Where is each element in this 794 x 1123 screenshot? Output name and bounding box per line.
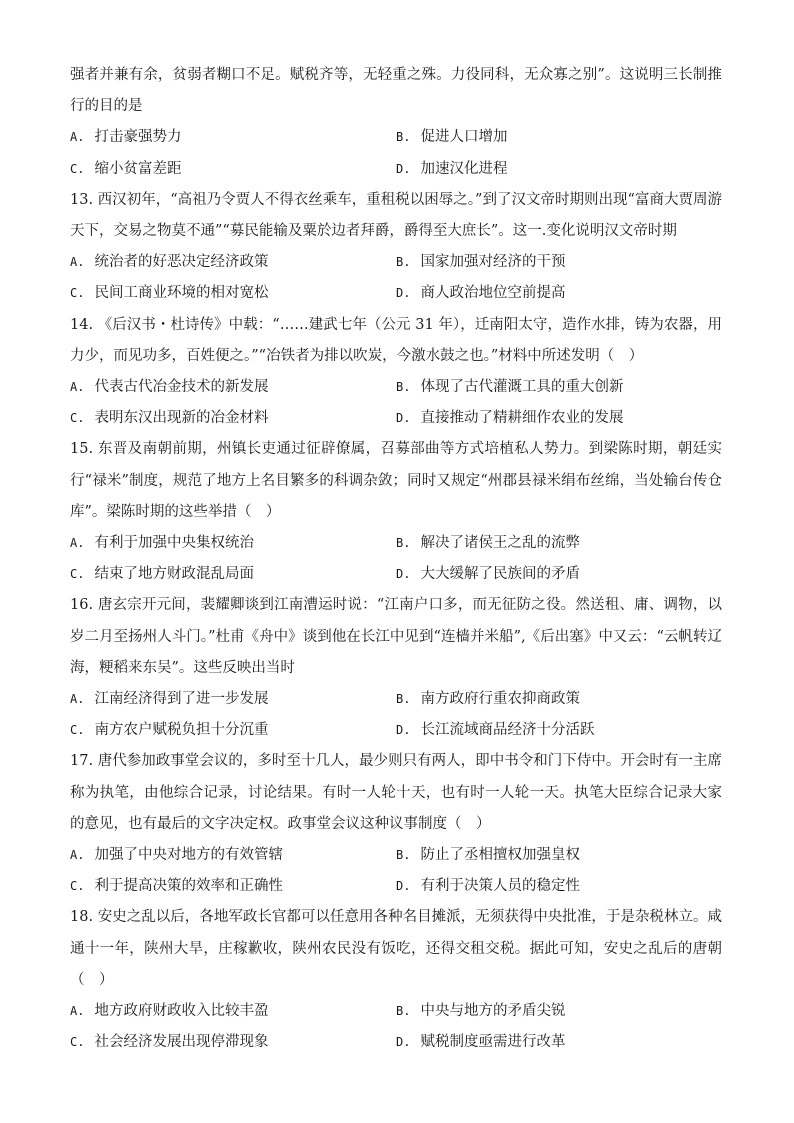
option-c: [70, 715, 396, 746]
option-letter: A.: [70, 692, 85, 707]
question-16: [70, 590, 722, 746]
question-16-stem: 16. 唐玄宗开元间，裴耀卿谈到江南漕运时说：“江南户口多，而无征防之役。然送租、庸、调物，以岁二月至扬州人斗门。”杜甫《舟中》谈到他在长江中见到“连樯并米船”,《后出塞》中又云：“云帆转辽海，粳稻来东吴”。这些反映出当时: [70, 597, 722, 676]
option-letter: C.: [70, 1035, 85, 1050]
option-text: 体现了古代灌溉工具的重大创新: [420, 379, 624, 396]
option-text: 缩小贫富差距: [94, 160, 182, 177]
option-text: 打击豪强势力: [94, 129, 182, 146]
option-text: 统治者的好恶决定经济政策: [94, 254, 269, 271]
option-letter: B.: [396, 130, 411, 145]
option-text: 商人政治地位空前提高: [420, 285, 566, 302]
option-letter: D.: [396, 411, 411, 426]
option-c: [70, 559, 396, 590]
question-18-options: [70, 996, 722, 1058]
question-13: [70, 185, 722, 310]
option-d: [396, 559, 722, 590]
option-text: 直接推动了精耕细作农业的发展: [420, 410, 624, 427]
option-a: [70, 372, 396, 403]
option-text: 长江流域商品经济十分活跃: [420, 722, 595, 739]
option-c: [70, 154, 396, 185]
question-13-stem: 13. 西汉初年，“高祖乃令贾人不得衣丝乘车，重租税以困辱之。”到了汉文帝时期则出现“富商大贾周游天下，交易之物莫不通”“募民能输及粟於边者拜爵，爵得至大庶长”。这一.变化说明汉文帝时期: [70, 191, 722, 240]
option-text: 南方政府行重农抑商政策: [420, 691, 580, 708]
option-b: [396, 122, 722, 153]
option-letter: B.: [396, 848, 411, 863]
option-text: 代表古代冶金技术的新发展: [94, 379, 269, 396]
option-d: [396, 403, 722, 434]
option-letter: D.: [396, 1035, 411, 1050]
question-17: [70, 746, 722, 902]
option-letter: B.: [396, 380, 411, 395]
option-letter: A.: [70, 848, 85, 863]
option-text: 有利于加强中央集权统治: [94, 535, 254, 552]
option-a: [70, 122, 396, 153]
option-text: 地方政府财政收入比较丰盈: [94, 1003, 269, 1020]
question-12-options: [70, 122, 722, 184]
option-text: 中央与地方的矛盾尖锐: [420, 1003, 566, 1020]
option-letter: D.: [396, 879, 411, 894]
option-text: 结束了地方财政混乱局面: [94, 566, 254, 583]
option-text: 南方农户赋税负担十分沉重: [94, 722, 269, 739]
option-letter: A.: [70, 380, 85, 395]
option-text: 表明东汉出现新的冶金材料: [94, 410, 269, 427]
option-a: [70, 247, 396, 278]
option-letter: B.: [396, 1004, 411, 1019]
option-letter: B.: [396, 536, 411, 551]
option-letter: C.: [70, 411, 85, 426]
question-16-options: [70, 684, 722, 746]
option-letter: B.: [396, 255, 411, 270]
option-text: 促进人口增加: [420, 129, 508, 146]
option-a: [70, 840, 396, 871]
question-17-options: [70, 840, 722, 902]
question-18-stem: 18. 安史之乱以后，各地军政长官都可以任意用各种名目摊派，无须获得中央批准，于是杂税林立。咸通十一年，陕州大旱，庄稼歉收，陕州农民没有饭吃，还得交租交税。据此可知，安史之乱后的唐朝（ ）: [70, 909, 722, 988]
exam-page: [70, 60, 722, 1059]
question-15-options: [70, 528, 722, 590]
option-a: [70, 684, 396, 715]
question-13-options: [70, 247, 722, 309]
option-text: 利于提高决策的效率和正确性: [94, 878, 283, 895]
option-a: [70, 996, 396, 1027]
option-letter: A.: [70, 1004, 85, 1019]
option-text: 赋税制度亟需进行改革: [420, 1034, 566, 1051]
option-d: [396, 154, 722, 185]
option-b: [396, 684, 722, 715]
option-d: [396, 715, 722, 746]
option-text: 加强了中央对地方的有效管辖: [94, 847, 283, 864]
option-letter: A.: [70, 255, 85, 270]
option-text: 加速汉化进程: [420, 160, 508, 177]
question-12: [70, 60, 722, 185]
option-d: [396, 278, 722, 309]
option-text: 解决了诸侯王之乱的流弊: [420, 535, 580, 552]
option-d: [396, 871, 722, 902]
option-letter: B.: [396, 692, 411, 707]
option-letter: C.: [70, 161, 85, 176]
option-text: 大大缓解了民族间的矛盾: [420, 566, 580, 583]
option-b: [396, 996, 722, 1027]
question-12-stem: 强者并兼有余，贫弱者糊口不足。赋税齐等，无轻重之殊。力役同科，无众寡之别”。这说明三长制推行的目的是: [70, 67, 722, 115]
question-15-stem: 15. 东晋及南朝前期，州镇长吏通过征辟僚属，召募部曲等方式培植私人势力。到梁陈时期，朝廷实行“禄米”制度，规范了地方上名目繁多的科调杂敛；同时又规定“州郡县禄米绢布丝绵，当处输台传仓库”。梁陈时期的这些举措（ ）: [70, 441, 722, 520]
question-18: [70, 902, 722, 1058]
option-d: [396, 1027, 722, 1058]
question-17-stem: 17. 唐代参加政事堂会议的，多时至十几人，最少则只有两人，即中书令和门下侍中。开会时有一主席称为执笔，由他综合记录，讨论结果。有时一人轮十天，也有时一人轮一天。执笔大臣综合记录大家的意见，也有最后的文字决定权。政事堂会议这种议事制度（ ）: [70, 753, 722, 832]
question-14: [70, 310, 722, 435]
option-text: 防止了丞相擅权加强皇权: [420, 847, 580, 864]
option-letter: D.: [396, 286, 411, 301]
option-c: [70, 403, 396, 434]
option-b: [396, 372, 722, 403]
option-letter: D.: [396, 723, 411, 738]
option-b: [396, 528, 722, 559]
option-a: [70, 528, 396, 559]
option-text: 国家加强对经济的干预: [420, 254, 566, 271]
option-letter: A.: [70, 130, 85, 145]
question-14-stem: 14. 《后汉书・杜诗传》中载：“……建武七年（公元 31 年），迁南阳太守，造作水排，铸为农器，用力少，而见功多，百姓便之。”“冶铁者为排以吹炭，今激水鼓之也。”材料中所述发明（ ）: [70, 316, 722, 364]
question-15: [70, 434, 722, 590]
option-text: 有利于决策人员的稳定性: [420, 878, 580, 895]
option-letter: C.: [70, 286, 85, 301]
option-c: [70, 1027, 396, 1058]
option-text: 江南经济得到了进一步发展: [94, 691, 269, 708]
option-letter: C.: [70, 567, 85, 582]
option-text: 社会经济发展出现停滞现象: [94, 1034, 269, 1051]
option-letter: D.: [396, 567, 411, 582]
option-c: [70, 278, 396, 309]
option-c: [70, 871, 396, 902]
option-b: [396, 247, 722, 278]
option-letter: C.: [70, 879, 85, 894]
option-letter: C.: [70, 723, 85, 738]
question-14-options: [70, 372, 722, 434]
option-text: 民间工商业环境的相对宽松: [94, 285, 269, 302]
option-letter: A.: [70, 536, 85, 551]
option-b: [396, 840, 722, 871]
option-letter: D.: [396, 161, 411, 176]
